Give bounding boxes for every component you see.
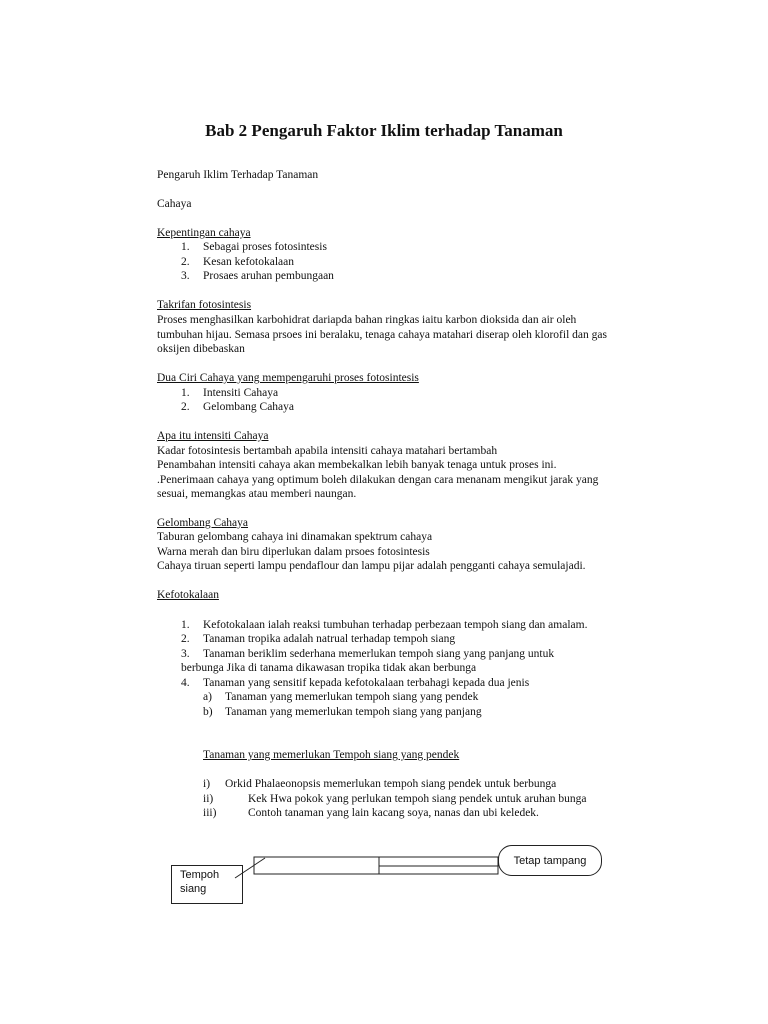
intensiti-heading: Apa itu intensiti Cahaya: [157, 430, 269, 442]
paragraph-line: .Penerimaan cahaya yang optimum boleh dilakukan dengan cara menanam mengikut jarak yang: [157, 474, 599, 486]
list-item: Tanaman tropika adalah natrual terhadap tempoh siang: [203, 633, 456, 645]
paragraph-line: oksijen dibebaskan: [157, 343, 245, 355]
list-number: 2.: [181, 256, 190, 268]
sub-list-item: Tanaman yang memerlukan tempoh siang yang panjang: [225, 706, 482, 718]
sub-list-item: Tanaman yang memerlukan tempoh siang yang pendek: [225, 691, 479, 703]
list-item: Intensiti Cahaya: [203, 387, 279, 399]
callout-label: Tetap tampang: [513, 854, 587, 867]
list-item: Orkid Phalaeonopsis memerlukan tempoh siang pendek untuk berbunga: [225, 778, 557, 790]
connector-line: [235, 858, 265, 878]
list-number: 2.: [181, 633, 190, 645]
intro-text: Pengaruh Iklim Terhadap Tanaman: [157, 169, 319, 181]
section-cahaya: Cahaya: [157, 198, 192, 210]
list-item-continuation: berbunga Jika di tanama dikawasan tropika tidak akan berbunga: [181, 662, 477, 674]
paragraph-line: Taburan gelombang cahaya ini dinamakan spektrum cahaya: [157, 531, 433, 543]
paragraph-line: Warna merah dan biru diperlukan dalam prsoes fotosintesis: [157, 546, 430, 558]
list-item: Gelombang Cahaya: [203, 401, 295, 413]
list-item: Contoh tanaman yang lain kacang soya, nanas dan ubi keledek.: [248, 807, 539, 819]
dua-ciri-heading: Dua Ciri Cahaya yang mempengaruhi proses fotosintesis: [157, 372, 419, 384]
list-item: Kefotokalaan ialah reaksi tumbuhan terhadap perbezaan tempoh siang dan amalam.: [203, 619, 588, 631]
paragraph-line: Penambahan intensiti cahaya akan membekalkan lebih banyak tenaga untuk proses ini.: [157, 459, 557, 471]
paragraph-line: Proses menghasilkan karbohidrat dariapda bahan ringkas iaitu karbon dioksida dan air oleh: [157, 314, 577, 326]
box-label-line: Tempoh: [180, 869, 220, 881]
paragraph-line: Kadar fotosintesis bertambah apabila intensiti cahaya matahari bertambah: [157, 445, 498, 457]
sub-list-marker: b): [203, 706, 213, 718]
paragraph-line: sesuai, memangkas atau memberi naungan.: [157, 488, 357, 500]
list-number: 2.: [181, 401, 190, 413]
list-number: 1.: [181, 387, 190, 399]
roman-marker: iii): [203, 807, 217, 819]
page-title: Bab 2 Pengaruh Faktor Iklim terhadap Tanaman: [205, 121, 563, 140]
list-number: 3.: [181, 270, 190, 282]
list-item: Tanaman beriklim sederhana memerlukan tempoh siang yang panjang untuk: [203, 648, 555, 660]
list-item: Sebagai proses fotosintesis: [203, 241, 327, 253]
pendek-heading: Tanaman yang memerlukan Tempoh siang yang pendek: [203, 749, 460, 761]
list-item: Kek Hwa pokok yang perlukan tempoh siang pendek untuk aruhan bunga: [248, 793, 587, 805]
list-number: 3.: [181, 648, 190, 660]
list-item: Prosaes aruhan pembungaan: [203, 270, 334, 282]
list-number: 1.: [181, 241, 190, 253]
list-number: 4.: [181, 677, 190, 689]
roman-marker: i): [203, 778, 211, 790]
kefotokalaan-heading: Kefotokalaan: [157, 589, 219, 601]
gelombang-heading: Gelombang Cahaya: [157, 517, 249, 529]
list-item: Tanaman yang sensitif kepada kefotokalaan terbahagi kepada dua jenis: [203, 677, 530, 689]
takrifan-heading: Takrifan fotosintesis: [157, 299, 252, 311]
roman-marker: ii): [203, 793, 214, 805]
tetap-tampang-callout: [498, 845, 602, 876]
paragraph-line: Cahaya tiruan seperti lampu pendaflour dan lampu pijar adalah pengganti cahaya semulajadi.: [157, 560, 586, 572]
box-label-line: siang: [180, 883, 207, 895]
paragraph-line: tumbuhan hijau. Semasa prsoes ini beralaku, tenaga cahaya matahari diserap oleh klorofil dan gas: [157, 329, 607, 341]
sub-list-marker: a): [203, 691, 212, 703]
list-number: 1.: [181, 619, 190, 631]
list-item: Kesan kefotokalaan: [203, 256, 295, 268]
kepentingan-heading: Kepentingan cahaya: [157, 227, 251, 239]
